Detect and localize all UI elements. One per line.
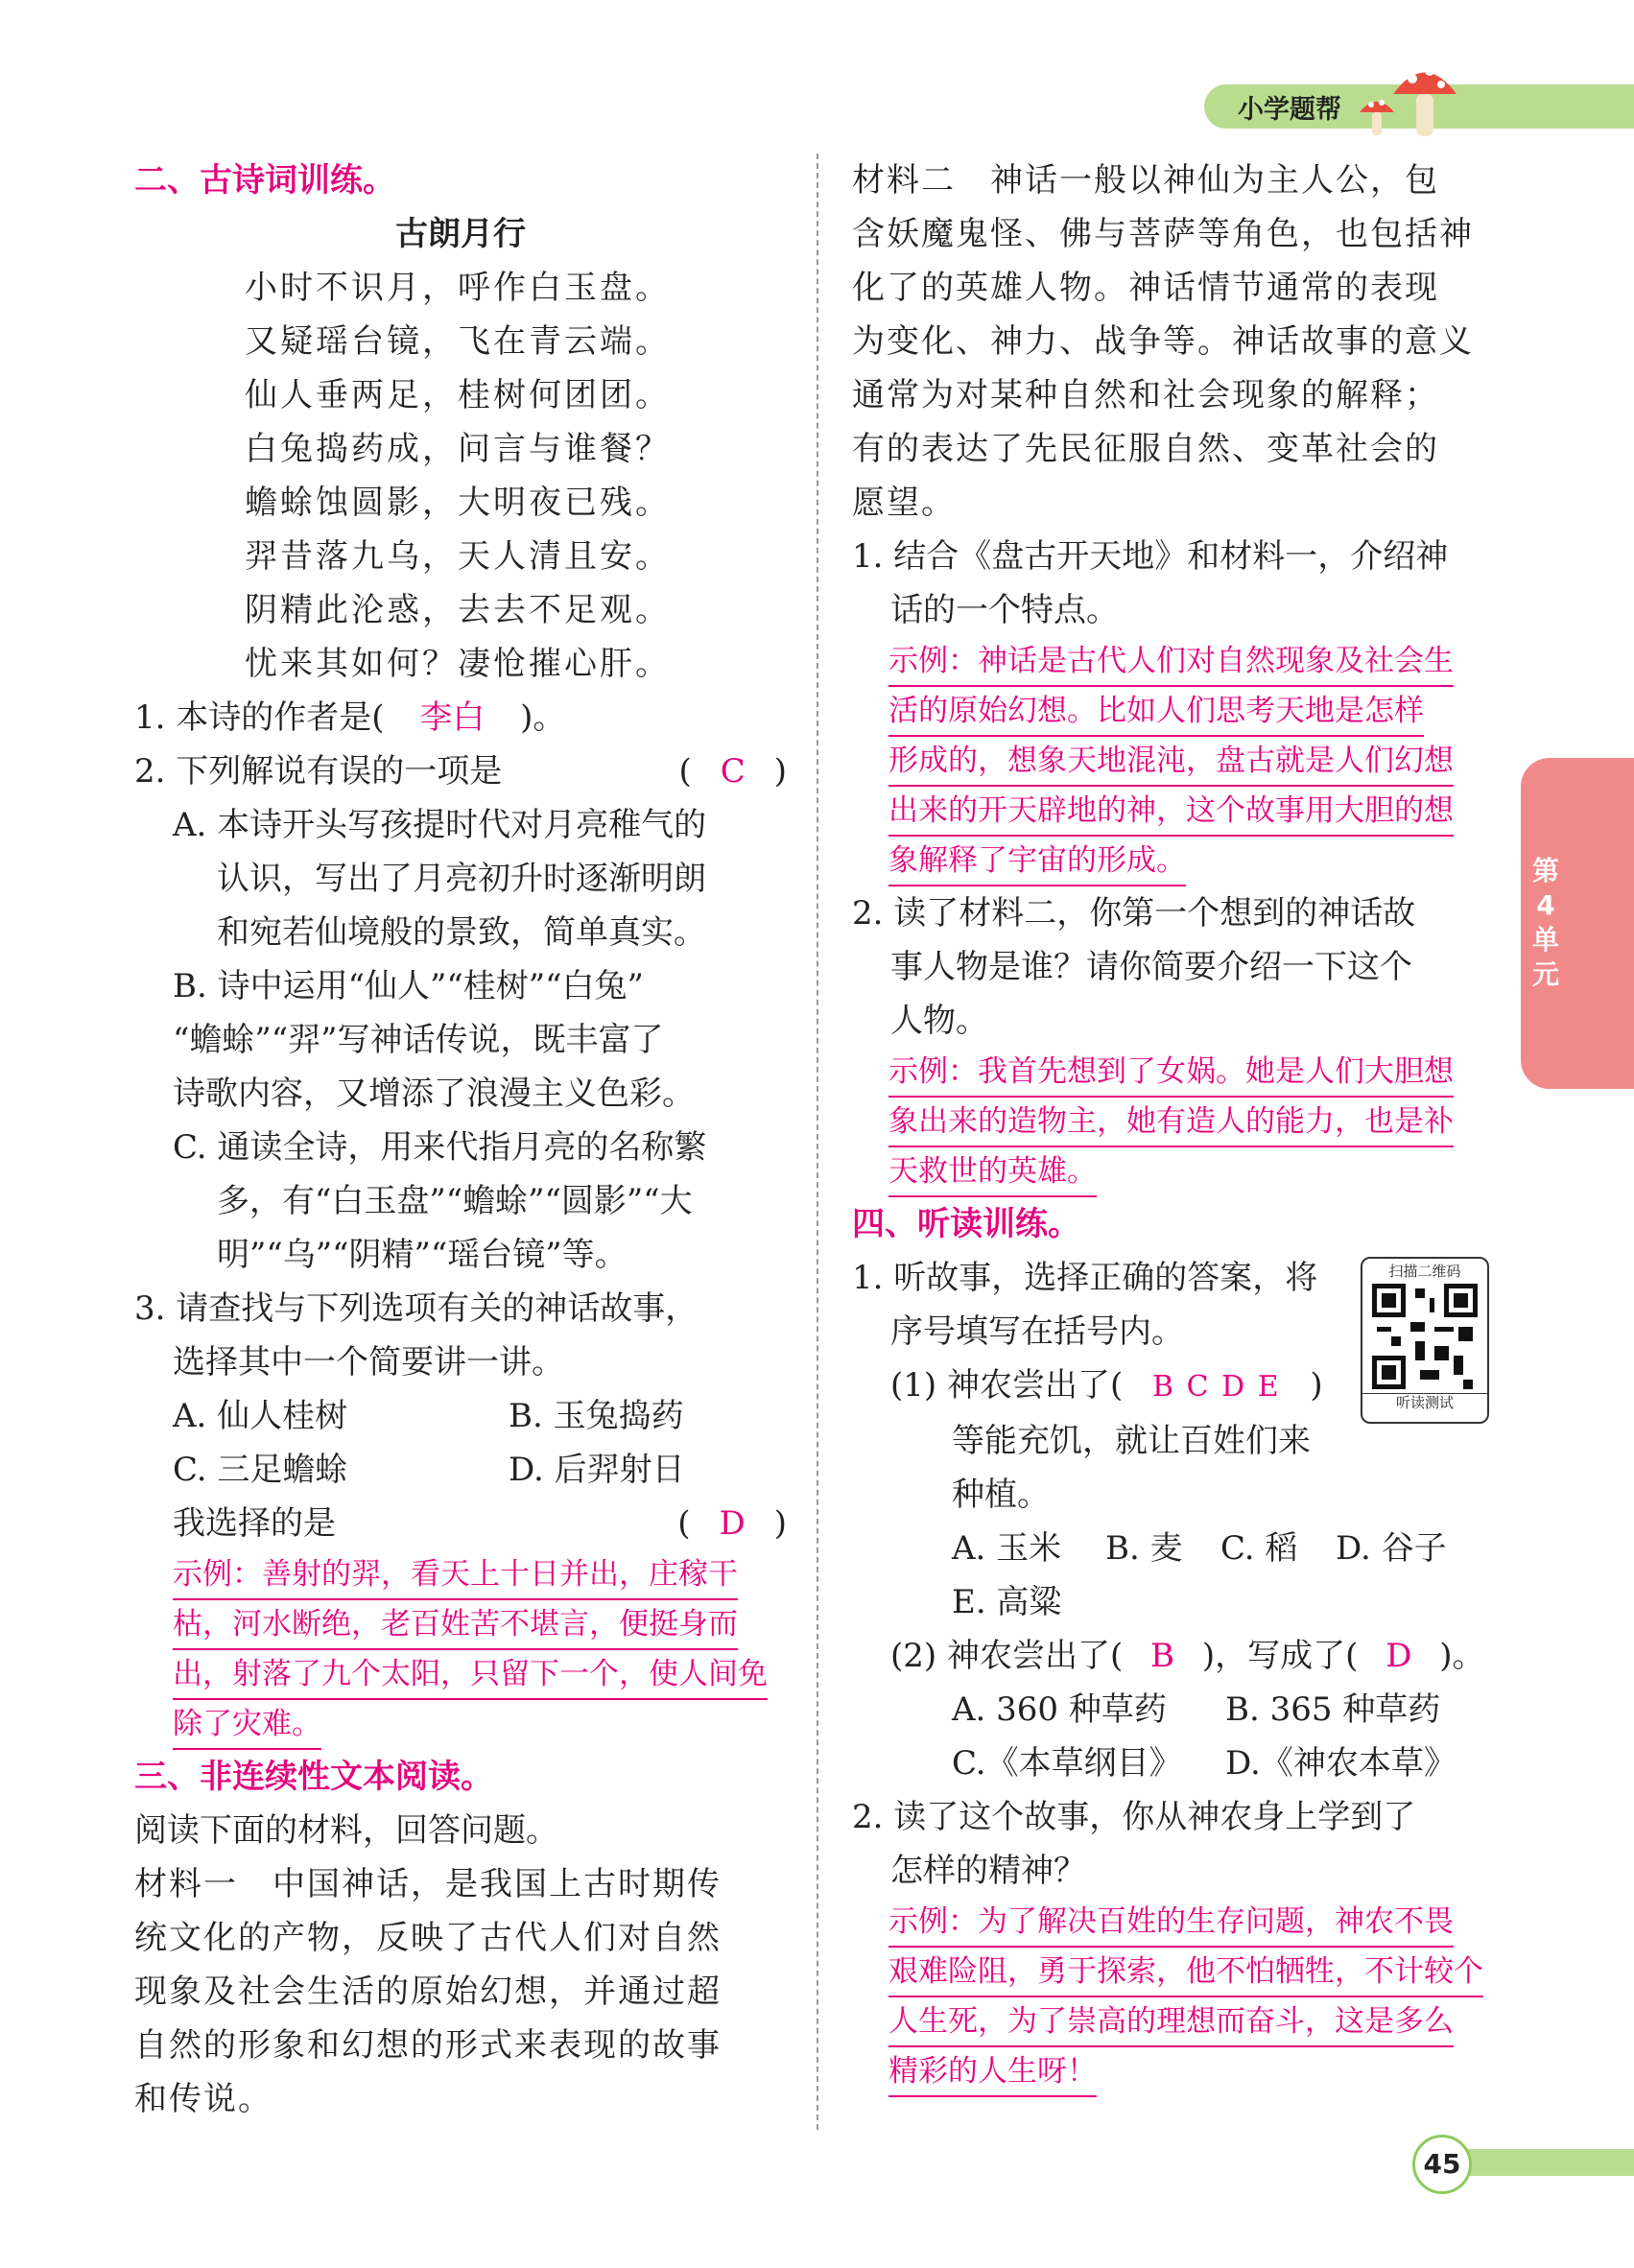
poem-line: 白兔捣药成，问言与谁餐？ bbox=[245, 430, 671, 468]
material-2-line: 化了的英雄人物。神话情节通常的表现 bbox=[852, 269, 1439, 307]
mushroom-big-icon bbox=[1391, 56, 1458, 142]
sub2-option: A. 360 种草药 bbox=[952, 1690, 1167, 1729]
q3-option-d: D. 后羿射日 bbox=[509, 1451, 685, 1489]
q2-option-b-cont: 诗歌内容，又增添了浪漫主义色彩。 bbox=[173, 1075, 695, 1113]
q2-option-b: B. 诗中运用“仙人”“桂树”“白兔” bbox=[173, 967, 644, 1005]
sub1-options bbox=[852, 1522, 1504, 1575]
example-line: 人生死，为了崇高的理想而奋斗，这是多么 bbox=[888, 1997, 1454, 2047]
sub2-option: D.《神农本草》 bbox=[1225, 1744, 1456, 1783]
sub2-p2: )，写成了( bbox=[1201, 1637, 1359, 1675]
sub1-option: B. 麦 bbox=[1105, 1529, 1183, 1568]
example-line: 出来的开天辟地的神，这个故事用大胆的想 bbox=[888, 787, 1454, 837]
sub1-cont: 等能充饥，就让百姓们来 bbox=[952, 1422, 1311, 1460]
poem-line: 羿昔落九乌，天人清且安。 bbox=[245, 537, 671, 576]
q3-choice-label: 我选择的是 bbox=[173, 1504, 336, 1543]
example-line: 除了灾难。 bbox=[173, 1700, 321, 1750]
example-line: 形成的，想象天地混沌，盘古就是人们幻想 bbox=[888, 737, 1454, 787]
sub1-prefix: (1) 神农尝出了( bbox=[890, 1366, 1124, 1405]
material-1-line: 和传说。 bbox=[134, 2080, 272, 2118]
qr-code-card[interactable] bbox=[1361, 1257, 1489, 1424]
q3-option-b: B. 玉兔捣药 bbox=[509, 1397, 684, 1435]
material-1-line: 自然的形象和幻想的形式来表现的故事 bbox=[134, 2026, 722, 2065]
example-line: 出，射落了九个太阳，只留下一个，使人间免 bbox=[173, 1650, 768, 1700]
sub1-suffix: ) bbox=[1310, 1366, 1323, 1405]
listen-q1-cont: 序号填写在括号内。 bbox=[890, 1312, 1184, 1351]
q3-close: ) bbox=[773, 1504, 787, 1543]
sub2-options-row bbox=[852, 1736, 1504, 1790]
example-line: 艰难险阻，勇于探索，他不怕牺牲，不计较个 bbox=[888, 1948, 1483, 1997]
question-r2-cont: 人物。 bbox=[890, 1002, 988, 1040]
example-line: 象出来的造物主，她有造人的能力，也是补 bbox=[888, 1098, 1454, 1147]
q2-option-a-cont: 认识，写出了月亮初升时逐渐明朗 bbox=[217, 860, 706, 898]
sub1-option: D. 谷子 bbox=[1336, 1529, 1447, 1568]
q2-answer: C bbox=[720, 752, 746, 791]
qr-top-label: 扫描二维码 bbox=[1388, 1263, 1461, 1280]
brand-label: 小学题帮 bbox=[1238, 95, 1341, 125]
example-line: 天救世的英雄。 bbox=[888, 1147, 1097, 1197]
question-3: 3. 请查找与下列选项有关的神话故事， bbox=[134, 1289, 699, 1328]
example-line: 精彩的人生呀！ bbox=[888, 2047, 1097, 2097]
listen-q2: 2. 读了这个故事，你从神农身上学到了 bbox=[852, 1798, 1416, 1836]
q1-suffix: )。 bbox=[520, 698, 566, 737]
material-1-line: 现象及社会生活的原始幻想，并通过超 bbox=[134, 1973, 722, 2011]
listen-q1: 1. 听故事，选择正确的答案，将 bbox=[852, 1259, 1318, 1297]
q2-option-a: A. 本诗开头写孩提时代对月亮稚气的 bbox=[173, 806, 707, 844]
material-2-line: 愿望。 bbox=[852, 484, 956, 522]
qr-code-icon bbox=[1372, 1284, 1478, 1389]
page-bar bbox=[1444, 2149, 1634, 2176]
q2-option-b-cont: “蟾蜍”“羿”写神话传说，既丰富了 bbox=[173, 1021, 664, 1059]
section-2-title: 二、古诗词训练。 bbox=[134, 161, 395, 200]
poem-title: 古朗月行 bbox=[395, 215, 526, 253]
unit-tab-label: 第4单元 bbox=[1531, 855, 1559, 990]
poem-line: 阴精此沦惑，去去不足观。 bbox=[245, 591, 671, 629]
material-1-line: 材料一 中国神话，是我国上古时期传 bbox=[134, 1865, 722, 1903]
material-2-line: 含妖魔鬼怪、佛与菩萨等角色，也包括神 bbox=[852, 215, 1474, 253]
page-number: 45 bbox=[1412, 2135, 1472, 2194]
left-column bbox=[134, 154, 787, 2126]
q1-prefix: 1. 本诗的作者是( bbox=[134, 698, 385, 737]
question-r1-cont: 话的一个特点。 bbox=[890, 591, 1119, 629]
sub2-options-row bbox=[852, 1683, 1504, 1736]
listen-q2-cont: 怎样的精神？ bbox=[890, 1852, 1086, 1890]
q3-options-row bbox=[134, 1389, 787, 1443]
material-2-line: 材料二 神话一般以神仙为主人公，包 bbox=[852, 161, 1439, 200]
q2-option-a-cont: 和宛若仙境般的景致，简单真实。 bbox=[217, 913, 706, 952]
right-column bbox=[852, 154, 1504, 2097]
q2-option-c: C. 通读全诗，用来代指月亮的名称繁 bbox=[173, 1128, 707, 1167]
poem-line: 仙人垂两足，桂树何团团。 bbox=[245, 376, 671, 414]
sub2-p3: )。 bbox=[1439, 1637, 1485, 1675]
question-2 bbox=[134, 744, 787, 798]
q2-option-c-cont: 明”“乌”“阴精”“瑶台镜”等。 bbox=[217, 1236, 628, 1274]
listen-q2-example bbox=[852, 1898, 1504, 2097]
q2-open: ( bbox=[678, 752, 692, 791]
question-r2-cont: 事人物是谁？请你简要介绍一下这个 bbox=[890, 948, 1412, 986]
sub2-p1: (2) 神农尝出了( bbox=[890, 1637, 1124, 1675]
sub2-answer-1: B bbox=[1150, 1637, 1175, 1675]
question-1 bbox=[134, 691, 787, 744]
listen-q1-sub2 bbox=[852, 1629, 1504, 1683]
material-2-line: 有的表达了先民征服自然、变革社会的 bbox=[852, 430, 1439, 468]
q2-close: ) bbox=[773, 752, 787, 791]
example-line: 示例：神话是古代人们对自然现象及社会生 bbox=[888, 637, 1454, 687]
q3-choice bbox=[134, 1497, 787, 1550]
sub2-option: B. 365 种草药 bbox=[1225, 1690, 1441, 1729]
sub1-option: C. 稻 bbox=[1220, 1529, 1298, 1568]
mushroom-small-icon bbox=[1358, 91, 1396, 139]
sub1-option-e: E. 高粱 bbox=[952, 1583, 1062, 1621]
example-line: 象解释了宇宙的形成。 bbox=[888, 837, 1186, 886]
q3-answer: D bbox=[719, 1504, 746, 1543]
sub2-option: C.《本草纲目》 bbox=[952, 1744, 1182, 1783]
q-r1-example bbox=[852, 637, 1504, 886]
section-3-title: 三、非连续性文本阅读。 bbox=[134, 1758, 493, 1796]
material-1-line: 统文化的产物，反映了古代人们对自然 bbox=[134, 1919, 722, 1957]
column-divider bbox=[817, 154, 818, 2130]
qr-bottom-label: 听读测试 bbox=[1362, 1393, 1487, 1411]
poem-line: 又疑瑶台镜，飞在青云端。 bbox=[245, 322, 671, 361]
example-line: 枯，河水断绝，老百姓苦不堪言，便挺身而 bbox=[173, 1600, 738, 1650]
sub2-answer-2: D bbox=[1385, 1637, 1412, 1675]
example-line: 示例：善射的羿，看天上十日并出，庄稼干 bbox=[173, 1550, 738, 1600]
section-3-intro: 阅读下面的材料，回答问题。 bbox=[134, 1811, 558, 1850]
q1-answer: 李白 bbox=[419, 698, 485, 737]
poem-line: 小时不识月，呼作白玉盘。 bbox=[245, 269, 671, 307]
section-4-title: 四、听读训练。 bbox=[852, 1205, 1080, 1243]
example-line: 活的原始幻想。比如人们思考天地是怎样 bbox=[888, 687, 1424, 737]
question-r2: 2. 读了材料二，你第一个想到的神话故 bbox=[852, 894, 1416, 933]
q3-option-a: A. 仙人桂树 bbox=[173, 1397, 348, 1435]
sub1-answer: B C D E bbox=[1152, 1370, 1281, 1404]
material-2-line: 为变化、神力、战争等。神话故事的意义 bbox=[852, 322, 1474, 361]
q2-option-c-cont: 多，有“白玉盘”“蟾蜍”“圆影”“大 bbox=[217, 1182, 693, 1220]
q2-text: 2. 下列解说有误的一项是 bbox=[134, 752, 503, 791]
q3-open: ( bbox=[677, 1504, 691, 1543]
sub1-option: A. 玉米 bbox=[952, 1529, 1062, 1568]
sub1-cont: 种植。 bbox=[952, 1476, 1050, 1514]
q-r2-example bbox=[852, 1048, 1504, 1197]
q3-options-row bbox=[134, 1443, 787, 1497]
example-line: 示例：为了解决百姓的生存问题，神农不畏 bbox=[888, 1898, 1454, 1948]
q3-example bbox=[134, 1550, 787, 1750]
question-r1: 1. 结合《盘古开天地》和材料一，介绍神 bbox=[852, 537, 1449, 576]
poem-line: 忧来其如何？凄怆摧心肝。 bbox=[245, 645, 671, 683]
q3-option-c: C. 三足蟾蜍 bbox=[173, 1451, 348, 1489]
material-2-line: 通常为对某种自然和社会现象的解释； bbox=[852, 376, 1439, 414]
question-3-cont: 选择其中一个简要讲一讲。 bbox=[173, 1343, 564, 1382]
example-line: 示例：我首先想到了女娲。她是人们大胆想 bbox=[888, 1048, 1454, 1098]
poem-line: 蟾蜍蚀圆影，大明夜已残。 bbox=[245, 484, 671, 522]
